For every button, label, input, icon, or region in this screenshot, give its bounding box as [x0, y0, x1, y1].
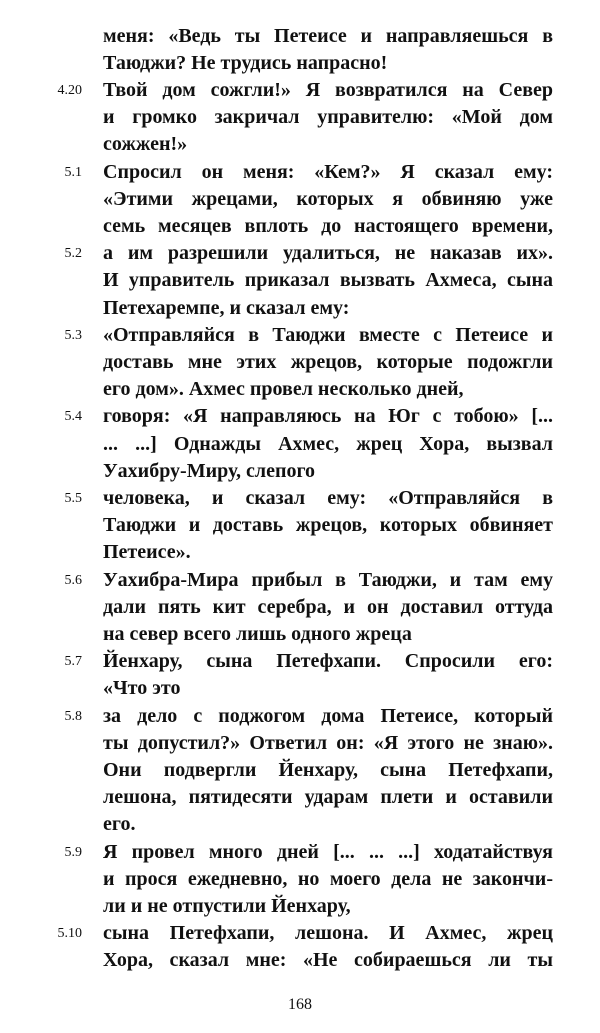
line-number-marker: 5.9 — [64, 844, 82, 860]
text-line: говоря: «Я направляюсь на Юг с тобою» [... — [103, 405, 553, 428]
line-number-marker: 5.5 — [64, 490, 82, 506]
text-line: ... ...] Однажды Ахмес, жрец Хора, вызвал — [103, 432, 553, 455]
text-line: его. — [103, 813, 136, 836]
text-line: и громко закричал управителю: «Мой дом — [103, 106, 553, 129]
line-number-marker: 5.6 — [64, 572, 82, 588]
text-line: Хора, сказал мне: «Не собираешься ли ты — [103, 949, 553, 972]
text-line: дали пять кит серебра, и он доставил оттуда — [103, 595, 553, 618]
text-line: «Этими жрецами, которых я обвиняю уже — [103, 187, 553, 210]
text-line: Йенхару, сына Петефхапи. Спросили его: — [103, 650, 553, 673]
text-line: Петеисе». — [103, 541, 191, 564]
line-number-marker: 4.20 — [57, 82, 82, 98]
text-line: меня: «Ведь ты Петеисе и направляешься в — [103, 24, 553, 47]
text-line: ли и не отпустили Йенхару, — [103, 894, 351, 917]
text-line: ты допустил?» Ответил он: «Я этого не знаю». — [103, 731, 553, 754]
text-line: лешона, пятидесяти ударам плети и оставили — [103, 786, 553, 809]
text-line: Уахибра-Мира прибыл в Таюджи, и там ему — [103, 568, 553, 591]
text-line: за дело с поджогом дома Петеисе, который — [103, 704, 553, 727]
text-line: семь месяцев вплоть до настоящего времени, — [103, 214, 553, 237]
text-line: человека, и сказал ему: «Отправляйся в — [103, 486, 553, 509]
text-line: сына Петефхапи, лешона. И Ахмес, жрец — [103, 922, 553, 945]
line-number-marker: 5.1 — [64, 164, 82, 180]
text-line: «Что это — [103, 677, 181, 700]
text-line: и прося ежедневно, но моего дела не закончи- — [103, 867, 553, 890]
line-number-marker: 5.2 — [64, 246, 82, 262]
text-line: а им разрешили удалиться, не наказав их». — [103, 242, 553, 265]
text-line: Я провел много дней [... ... ...] ходатайствуя — [103, 840, 553, 863]
text-line: Они подвергли Йенхару, сына Петефхапи, — [103, 758, 553, 781]
page-number: 168 — [288, 996, 312, 1013]
line-number-marker: 5.8 — [64, 708, 82, 724]
line-number-marker: 5.4 — [64, 409, 82, 425]
line-number-marker: 5.7 — [64, 654, 82, 670]
line-number-marker: 5.10 — [57, 926, 82, 942]
text-line: И управитель приказал вызвать Ахмеса, сына — [103, 269, 553, 292]
text-line: Таюджи и доставь жрецов, которых обвиняет — [103, 514, 553, 537]
text-line: доставь мне этих жрецов, которые подожгли — [103, 350, 553, 373]
text-line: Таюджи? Не трудись напрасно! — [103, 51, 388, 74]
text-line: его дом». Ахмес провел несколько дней, — [103, 378, 464, 401]
text-line: сожжен!» — [103, 133, 188, 156]
text-line: Уахибру-Миру, слепого — [103, 459, 316, 482]
text-line: на север всего лишь одного жреца — [103, 622, 412, 645]
text-line: Петехаремпе, и сказал ему: — [103, 296, 350, 319]
text-line: Твой дом сожгли!» Я возвратился на Север — [103, 78, 553, 101]
text-line: «Отправляйся в Таюджи вместе с Петеисе и — [103, 323, 553, 346]
line-number-marker: 5.3 — [64, 327, 82, 343]
text-line: Спросил он меня: «Кем?» Я сказал ему: — [103, 160, 553, 183]
